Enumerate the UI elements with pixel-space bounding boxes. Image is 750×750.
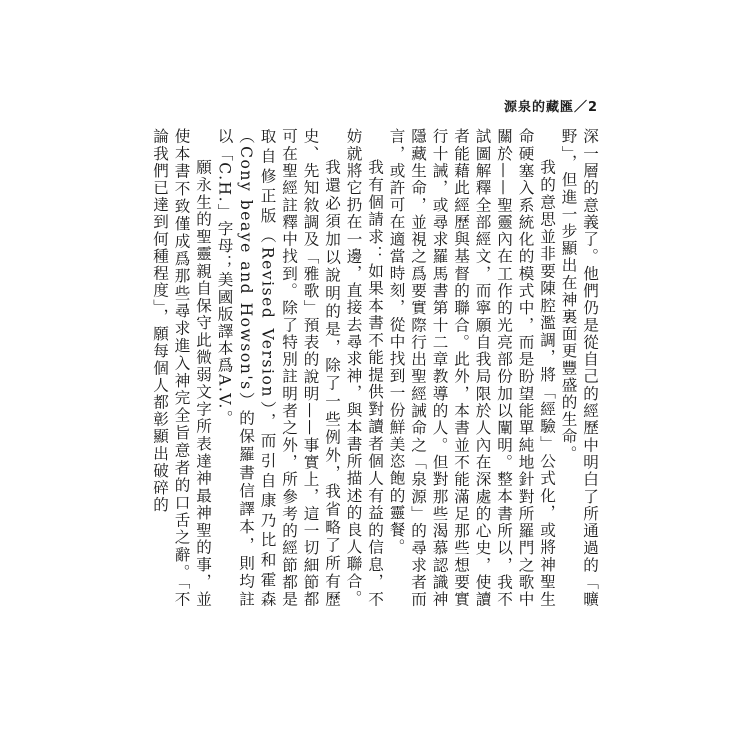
- paragraph: 深一層的意義了。他們仍是從自己的經歷中明白了所通過的「曠野」，但進一步顯出在神裏面更豐盛的生命。: [559, 128, 599, 608]
- paragraph: 我的意思並非要陳腔濫調，將「經驗」公式化，或將神聖生命硬塞入系統化的模式中，而是盼望能單純地針對所羅門之歌中關於——聖靈內在工作的光亮部份加以闡明。整本書所以，我不試圖解釋全部經文，而寧願自我局限於人內在深處的心史，使讀者能藉此經歷與基督的聯合。此外，本書並不能滿足那些想要實行十誡，或尋求羅馬書第十二章教導的人。但對那些渴慕認識神隱藏生命，並視之爲要實際行出聖經誡命之「泉源」的尋求者而言，或許可在適當時刻，從中找到一份鮮美恣飽的靈餐。: [387, 128, 556, 608]
- paragraph: 我有個請求：如果本書不能提供對讀者個人有益的信息，不妨就將它扔在一邊，直接去尋求神，與本書所描述的良人聯合。: [344, 128, 384, 608]
- paragraph: 我還必須加以說明的是，除了一些例外，我省略了所有歷史、先知敘調及「雅歌」預表的說明——事實上，這一切細節都可在聖經註釋中找到。除了特別註明者之外，所參考的經節都是取自修正版（Revised Version），而引自康乃比和霍森（Cony beaye and Howson's）的保羅書信譯本，則均註以「C.H.」字母；美國版譯本爲A.V.。: [215, 128, 341, 608]
- paragraph: 願永生的聖靈親自保守此微弱文字所表達神最神聖的事，並使本書不致僅成爲那些尋求進入神完全旨意者的口舌之辭。「不論我們已達到何種程度」，願每個人都彰顯出破碎的: [151, 128, 212, 608]
- running-header: 源泉的藏匯／2: [503, 100, 598, 115]
- vertical-text-body: [150, 128, 600, 608]
